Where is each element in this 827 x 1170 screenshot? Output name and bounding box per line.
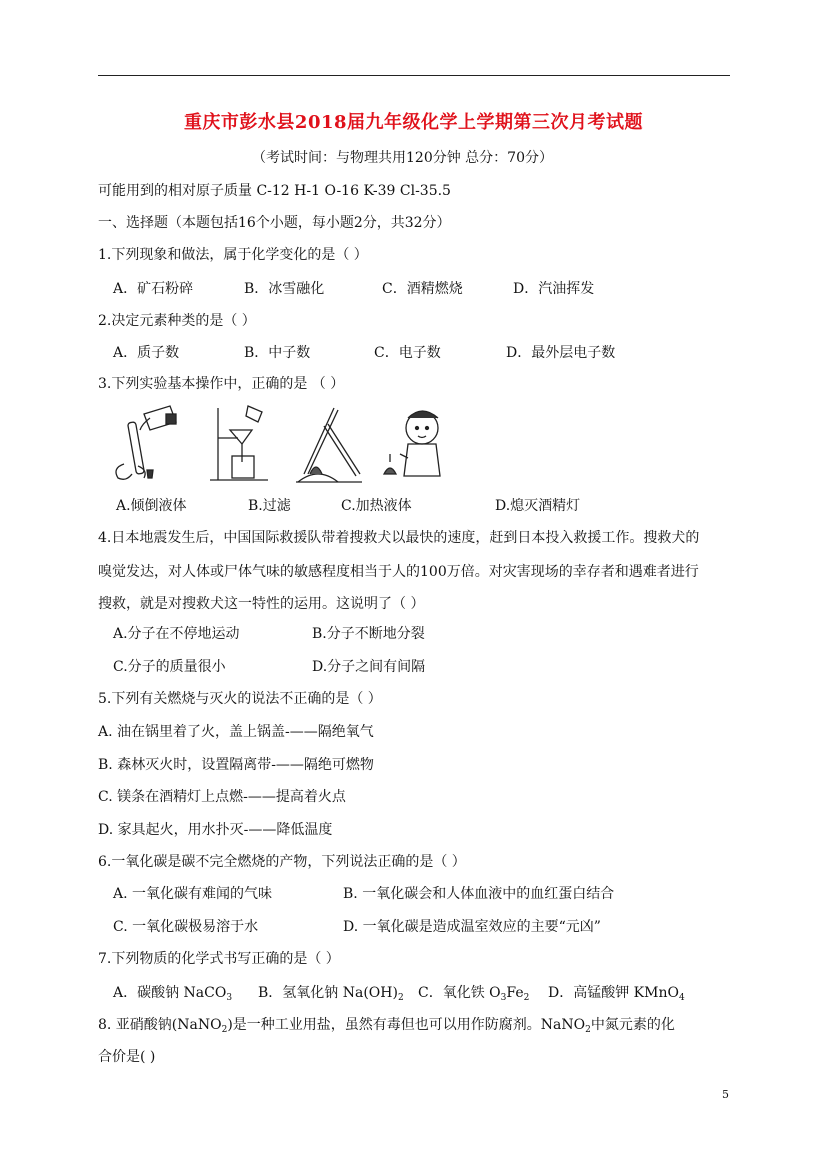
filtration-illustration (208, 404, 272, 484)
question-4-line-1: 4.日本地震发生后，中国国际救援队带着搜救犬以最快的速度，赶到日本投入救援工作。搜救犬的 (98, 530, 700, 546)
q7-option-c: C．氧化铁 $O_3Fe_2$ (418, 985, 530, 1003)
q2-option-d: D．最外层电子数 (506, 345, 616, 361)
question-4-line-2: 嗅觉发达，对人体或尸体气味的敏感程度相当于人的100万倍。对灾害现场的幸存者和遇难者进行 (98, 564, 699, 580)
question-8-line-1: 8. 亚硝酸钠(NaNO$_2$)是一种工业用盐，虽然有毒但也可以用作防腐剂。NaNO$_2$中氮元素的化 (98, 1017, 675, 1035)
exam-info: （考试时间：与物理共用120分钟 总分：70分） (252, 150, 553, 166)
question-8-line-2: 合价是( ) (98, 1049, 156, 1065)
q7-option-b: B．氢氧化钠 $Na(OH)_2$ (258, 985, 404, 1003)
q3-option-b: B.过滤 (248, 498, 291, 514)
q2-option-c: C．电子数 (374, 345, 441, 361)
q1-option-a: A．矿石粉碎 (113, 281, 194, 297)
question-5: 5.下列有关燃烧与灭火的说法不正确的是（ ） (98, 691, 382, 707)
q4-option-b: B.分子不断地分裂 (312, 626, 425, 642)
q2-option-b: B．中子数 (244, 345, 311, 361)
q5-option-b: B. 森林灭火时，设置隔离带-——隔绝可燃物 (98, 757, 374, 773)
q1-option-b: B．冰雪融化 (244, 281, 325, 297)
question-3: 3.下列实验基本操作中，正确的是 （ ） (98, 376, 345, 392)
page-title: 重庆市彭水县2018届九年级化学上学期第三次月考试题 (183, 112, 644, 133)
q3-option-a: A.倾倒液体 (116, 498, 187, 514)
page-number: 5 (722, 1088, 729, 1101)
q3-option-c: C.加热液体 (341, 498, 412, 514)
q6-option-d: D. 一氧化碳是造成温室效应的主要“元凶” (343, 919, 601, 935)
question-1: 1.下列现象和做法，属于化学变化的是（ ） (98, 247, 368, 263)
q7-option-a: A．碳酸钠 NaCO$_3$ (113, 985, 233, 1003)
q5-option-a: A. 油在锅里着了火，盖上锅盖-——隔绝氧气 (98, 724, 374, 740)
extinguish-lamp-illustration (380, 404, 452, 484)
question-7: 7.下列物质的化学式书写正确的是（ ） (98, 951, 340, 967)
atomic-masses: 可能用到的相对原子质量 C-12 H-1 O-16 K-39 Cl-35.5 (98, 183, 451, 199)
q7-option-d: D．高锰酸钾 KMnO$_4$ (548, 985, 685, 1003)
heating-liquid-illustration (294, 404, 364, 484)
question-6: 6.一氧化碳是碳不完全燃烧的产物，下列说法正确的是（ ） (98, 854, 466, 870)
q4-option-d: D.分子之间有间隔 (312, 659, 426, 675)
q6-option-c: C. 一氧化碳极易溶于水 (113, 919, 259, 935)
question-4-line-3: 搜救，就是对搜救犬这一特性的运用。这说明了（ ） (98, 596, 425, 612)
q2-option-a: A．质子数 (113, 345, 180, 361)
section-heading: 一、选择题（本题包括16个小题，每小题2分，共32分） (98, 215, 451, 231)
q4-option-c: C.分子的质量很小 (113, 659, 226, 675)
q4-option-a: A.分子在不停地运动 (113, 626, 240, 642)
header-rule (98, 75, 730, 76)
question-2: 2.决定元素种类的是（ ） (98, 313, 256, 329)
q1-option-c: C．酒精燃烧 (382, 281, 463, 297)
q6-option-b: B. 一氧化碳会和人体血液中的血红蛋白结合 (343, 886, 615, 902)
q6-option-a: A. 一氧化碳有难闻的气味 (113, 886, 273, 902)
q3-option-d: D.熄灭酒精灯 (495, 498, 581, 514)
q5-option-d: D. 家具起火，用水扑灭-——降低温度 (98, 822, 333, 838)
q5-option-c: C. 镁条在酒精灯上点燃-——提高着火点 (98, 789, 346, 805)
pouring-liquid-illustration (104, 404, 184, 484)
q1-option-d: D．汽油挥发 (513, 281, 595, 297)
